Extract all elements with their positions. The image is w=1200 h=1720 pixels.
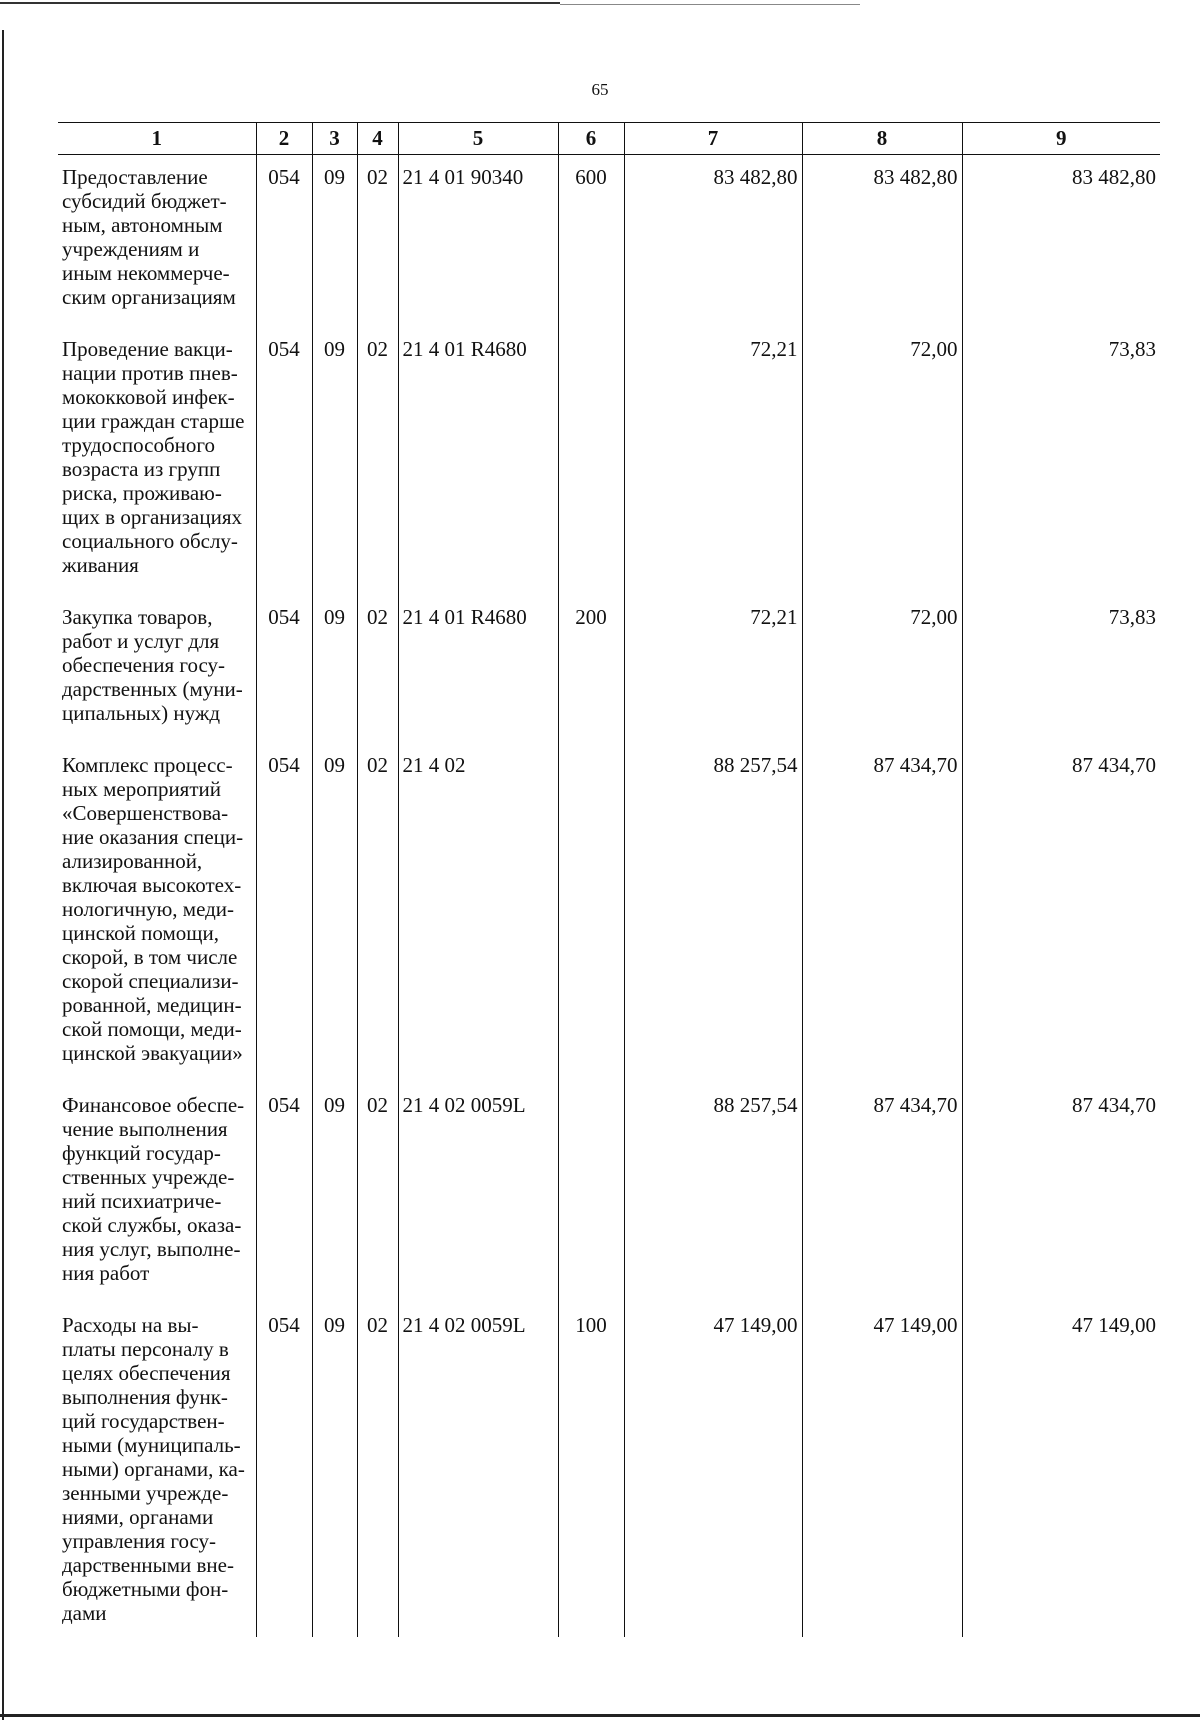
row-name-cell	[58, 743, 256, 1083]
table-body	[58, 155, 1160, 1638]
row-subsection-code: 02	[357, 1083, 398, 1303]
row-expense-type: 200	[558, 595, 624, 743]
row-ministry-code: 054	[256, 1083, 312, 1303]
row-name-line: включая высокотех-	[62, 873, 242, 897]
row-name-line: ализированной,	[62, 849, 203, 873]
row-name-line: Закупка товаров,	[62, 605, 213, 629]
row-name-line: функций государ-	[62, 1141, 221, 1165]
table-row	[58, 1303, 1160, 1637]
row-name-line: ние оказания специ-	[62, 825, 244, 849]
row-name-line: целях обеспечения	[62, 1361, 231, 1385]
row-name-line: ций государствен-	[62, 1409, 225, 1433]
row-name-line: бюджетными фон-	[62, 1577, 229, 1601]
row-name-line: ных мероприятий	[62, 777, 221, 801]
scan-edge-bottom	[0, 1714, 1200, 1717]
row-name-line: Комплекс процесс-	[62, 753, 233, 777]
header-cell: 3	[312, 123, 357, 155]
row-ministry-code: 054	[256, 155, 312, 328]
row-name-cell	[58, 595, 256, 743]
row-expense-type: 100	[558, 1303, 624, 1637]
header-cell: 1	[58, 123, 256, 155]
row-amount-year1: 88 257,54	[624, 743, 802, 1083]
row-name-line: управления госу-	[62, 1529, 217, 1553]
row-ministry-code: 054	[256, 595, 312, 743]
row-section-code: 09	[312, 1083, 357, 1303]
row-amount-year2: 72,00	[802, 327, 962, 595]
row-name-line: ным, автономным	[62, 213, 223, 237]
table-header-row	[58, 123, 1160, 155]
header-cell: 6	[558, 123, 624, 155]
row-amount-year1: 83 482,80	[624, 155, 802, 328]
row-amount-year2: 87 434,70	[802, 743, 962, 1083]
row-ministry-code: 054	[256, 327, 312, 595]
row-name-line: социального обслу-	[62, 529, 238, 553]
row-target-article: 21 4 01 90340	[398, 155, 558, 328]
table-row	[58, 327, 1160, 595]
row-name-line: щих в организациях	[62, 505, 242, 529]
row-name-line: ской помощи, меди-	[62, 1017, 242, 1041]
row-name-line: обеспечения госу-	[62, 653, 226, 677]
row-name-cell	[58, 1083, 256, 1303]
row-section-code: 09	[312, 743, 357, 1083]
row-target-article: 21 4 02	[398, 743, 558, 1083]
row-name-line: ципальных) нужд	[62, 701, 221, 725]
row-amount-year3: 87 434,70	[962, 743, 1160, 1083]
table-row	[58, 155, 1160, 328]
row-name-line: цинской помощи,	[62, 921, 219, 945]
row-expense-type	[558, 743, 624, 1083]
row-name-line: Предоставление	[62, 165, 208, 189]
row-name-line: Расходы на вы-	[62, 1313, 199, 1337]
row-target-article: 21 4 02 0059L	[398, 1083, 558, 1303]
row-name-line: Финансовое обеспе-	[62, 1093, 245, 1117]
row-name-line: ными) органами, ка-	[62, 1457, 245, 1481]
row-name-line: риска, проживаю-	[62, 481, 222, 505]
row-name-line: мококковой инфек-	[62, 385, 235, 409]
row-subsection-code: 02	[357, 1303, 398, 1637]
row-amount-year1: 47 149,00	[624, 1303, 802, 1637]
header-cell: 2	[256, 123, 312, 155]
row-ministry-code: 054	[256, 743, 312, 1083]
row-name-line: рованной, медицин-	[62, 993, 242, 1017]
row-section-code: 09	[312, 327, 357, 595]
row-name-line: ской службы, оказа-	[62, 1213, 242, 1237]
row-amount-year1: 72,21	[624, 327, 802, 595]
row-section-code: 09	[312, 595, 357, 743]
row-name-line: живания	[62, 553, 139, 577]
header-cell: 4	[357, 123, 398, 155]
row-ministry-code: 054	[256, 1303, 312, 1637]
header-cell: 7	[624, 123, 802, 155]
row-amount-year1: 72,21	[624, 595, 802, 743]
header-cell: 9	[962, 123, 1160, 155]
row-amount-year2: 83 482,80	[802, 155, 962, 328]
row-name-line: платы персоналу в	[62, 1337, 229, 1361]
row-name-cell	[58, 155, 256, 328]
row-name-line: иным некоммерче-	[62, 261, 230, 285]
row-name-cell	[58, 327, 256, 595]
row-name-line: скорой специализи-	[62, 969, 239, 993]
row-name-line: субсидий бюджет-	[62, 189, 227, 213]
row-name-cell	[58, 1303, 256, 1637]
table-row	[58, 1083, 1160, 1303]
row-expense-type: 600	[558, 155, 624, 328]
row-name-line: нации против пнев-	[62, 361, 238, 385]
row-name-line: ским организациям	[62, 285, 236, 309]
row-name-line: ниями, органами	[62, 1505, 214, 1529]
table-row	[58, 743, 1160, 1083]
row-amount-year2: 47 149,00	[802, 1303, 962, 1637]
scan-edge-top-faint	[560, 4, 860, 5]
row-name-line: цинской эвакуации»	[62, 1041, 243, 1065]
row-name-line: ний психиатриче-	[62, 1189, 222, 1213]
row-expense-type	[558, 1083, 624, 1303]
row-amount-year3: 73,83	[962, 327, 1160, 595]
row-name-line: учреждениям и	[62, 237, 200, 261]
header-cell: 8	[802, 123, 962, 155]
row-name-line: нологичную, меди-	[62, 897, 235, 921]
row-subsection-code: 02	[357, 595, 398, 743]
row-amount-year3: 47 149,00	[962, 1303, 1160, 1637]
row-target-article: 21 4 02 0059L	[398, 1303, 558, 1637]
row-expense-type	[558, 327, 624, 595]
row-section-code: 09	[312, 155, 357, 328]
row-amount-year3: 87 434,70	[962, 1083, 1160, 1303]
row-amount-year3: 73,83	[962, 595, 1160, 743]
row-name-line: выполнения функ-	[62, 1385, 228, 1409]
page-number: 65	[591, 80, 609, 99]
row-subsection-code: 02	[357, 327, 398, 595]
header-cell: 5	[398, 123, 558, 155]
row-amount-year1: 88 257,54	[624, 1083, 802, 1303]
row-name-line: трудоспособного	[62, 433, 215, 457]
budget-table	[58, 122, 1160, 1637]
row-subsection-code: 02	[357, 155, 398, 328]
row-name-line: «Совершенствова-	[62, 801, 229, 825]
row-name-line: ными (муниципаль-	[62, 1433, 241, 1457]
row-name-line: ния услуг, выполне-	[62, 1237, 241, 1261]
row-amount-year2: 87 434,70	[802, 1083, 962, 1303]
scan-edge-top	[0, 2, 560, 4]
row-name-line: Проведение вакци-	[62, 337, 233, 361]
row-name-line: ственных учрежде-	[62, 1165, 235, 1189]
table-row	[58, 595, 1160, 743]
row-name-line: зенными учрежде-	[62, 1481, 229, 1505]
row-target-article: 21 4 01 R4680	[398, 327, 558, 595]
row-name-line: скорой, в том числе	[62, 945, 238, 969]
row-amount-year3: 83 482,80	[962, 155, 1160, 328]
row-name-line: дами	[62, 1601, 107, 1625]
row-name-line: возраста из групп	[62, 457, 221, 481]
row-name-line: ния работ	[62, 1261, 150, 1285]
row-name-line: дарственными вне-	[62, 1553, 234, 1577]
row-amount-year2: 72,00	[802, 595, 962, 743]
row-name-line: работ и услуг для	[62, 629, 220, 653]
row-subsection-code: 02	[357, 743, 398, 1083]
row-name-line: дарственных (муни-	[62, 677, 243, 701]
scan-edge-left	[2, 30, 4, 1720]
row-name-line: ции граждан старше	[62, 409, 245, 433]
row-name-line: чение выполнения	[62, 1117, 228, 1141]
row-section-code: 09	[312, 1303, 357, 1637]
row-target-article: 21 4 01 R4680	[398, 595, 558, 743]
